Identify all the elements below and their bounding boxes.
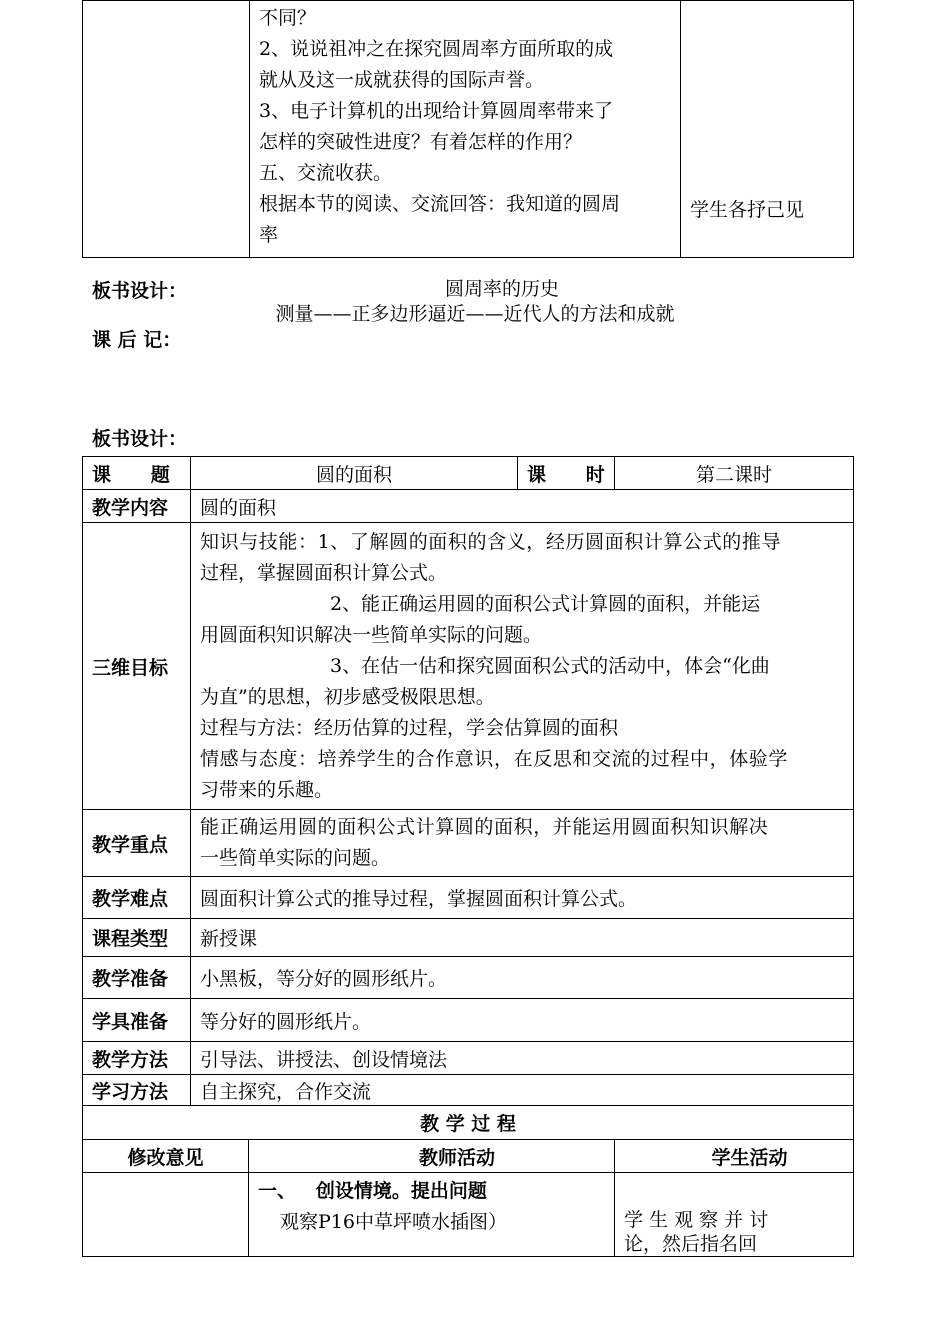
- content-label: 教学内容: [83, 490, 191, 523]
- board-design-label-2: 板书设计：: [92, 428, 188, 450]
- prep-label: 教学准备: [83, 957, 191, 999]
- lesson-plan-table: [82, 456, 854, 1257]
- method-value: 引导法、讲授法、创设情境法: [191, 1042, 854, 1075]
- goal-line: 2、能正确运用圆的面积公式计算圆的面积，并能运: [330, 592, 761, 615]
- goal-line: 习带来的乐趣。: [200, 778, 334, 801]
- text-line: 3、电子计算机的出现给计算圆周率带来了: [259, 100, 614, 122]
- key-cell: [191, 810, 854, 877]
- key-label: 教学重点: [83, 810, 191, 877]
- period-label: 课 时: [518, 457, 615, 490]
- revise-cell: [83, 1173, 249, 1257]
- goal-line: 情感与态度：培养学生的合作意识，在反思和交流的过程中，体验学: [200, 747, 789, 770]
- text-line: 就从及这一成就获得的国际声誉。: [259, 69, 545, 91]
- text-line: 五、交流收获。: [259, 162, 393, 184]
- text-line: 根据本节的阅读、交流回答：我知道的圆周: [259, 193, 621, 215]
- step1-text: 观察P16中草坪喷水插图）: [280, 1211, 507, 1233]
- goal-line: 知识与技能：1、了解圆的面积的含义，经历圆面积计算公式的推导: [200, 530, 782, 553]
- goal-line: 用圆面积知识解决一些简单实际的问题。: [200, 623, 543, 646]
- study-label: 学习方法: [83, 1075, 191, 1106]
- student-activity-cell: [615, 1173, 854, 1257]
- revise-cell: [83, 1, 250, 258]
- teacher-activity-cell: [250, 1, 681, 258]
- study-value: 自主探究，合作交流: [191, 1075, 854, 1106]
- col-teacher-header: 教师活动: [249, 1140, 615, 1173]
- key-line: 能正确运用圆的面积公式计算圆的面积，并能运用圆面积知识解决: [200, 816, 769, 838]
- process-header: 教 学 过 程: [83, 1106, 854, 1140]
- goal-line: 过程，掌握圆面积计算公式。: [200, 561, 448, 584]
- type-label: 课程类型: [83, 919, 191, 957]
- type-value: 新授课: [191, 919, 854, 957]
- period-value: 第二课时: [615, 457, 854, 490]
- col-revise-header: 修改意见: [83, 1140, 249, 1173]
- difficulty-value: 圆面积计算公式的推导过程，掌握圆面积计算公式。: [191, 877, 854, 919]
- tools-label: 学具准备: [83, 999, 191, 1042]
- board-content: 测量——正多边形逼近——近代人的方法和成就: [275, 303, 675, 325]
- student-activity-cell: [681, 1, 854, 258]
- board-title: 圆周率的历史: [444, 278, 559, 300]
- goals-label: 三维目标: [83, 523, 191, 810]
- text-line: 怎样的突破性进度？有着怎样的作用？: [259, 131, 583, 153]
- method-label: 教学方法: [83, 1042, 191, 1075]
- top-lesson-table: [82, 0, 854, 258]
- step1-title: 一、 创设情境。提出问题: [258, 1180, 487, 1202]
- after-class-label: 课 后 记：: [92, 329, 182, 351]
- text-line: 率: [259, 224, 279, 246]
- student-line: 论，然后指名回: [624, 1233, 758, 1255]
- col-student-header: 学生活动: [615, 1140, 854, 1173]
- text-line: 2、说说祖冲之在探究圆周率方面所取的成: [259, 38, 614, 60]
- topic-label: 课 题: [83, 457, 191, 490]
- key-line: 一些简单实际的问题。: [200, 847, 391, 869]
- goal-line: 过程与方法：经历估算的过程，学会估算圆的面积: [200, 716, 619, 739]
- student-line: 学 生 观 察 并 讨: [624, 1209, 769, 1231]
- text-line: 不同？: [259, 7, 317, 29]
- prep-value: 小黑板，等分好的圆形纸片。: [191, 957, 854, 999]
- tools-value: 等分好的圆形纸片。: [191, 999, 854, 1042]
- goal-line: 为直”的思想，初步感受极限思想。: [200, 685, 495, 708]
- goals-cell: [191, 523, 854, 810]
- goal-line: 3、在估一估和探究圆面积公式的活动中，体会“化曲: [330, 654, 770, 677]
- student-note: 学生各抒己见: [690, 199, 805, 221]
- board-design-label: 板书设计：: [92, 280, 188, 302]
- content-value: 圆的面积: [191, 490, 854, 523]
- difficulty-label: 教学难点: [83, 877, 191, 919]
- topic-value: 圆的面积: [191, 457, 518, 490]
